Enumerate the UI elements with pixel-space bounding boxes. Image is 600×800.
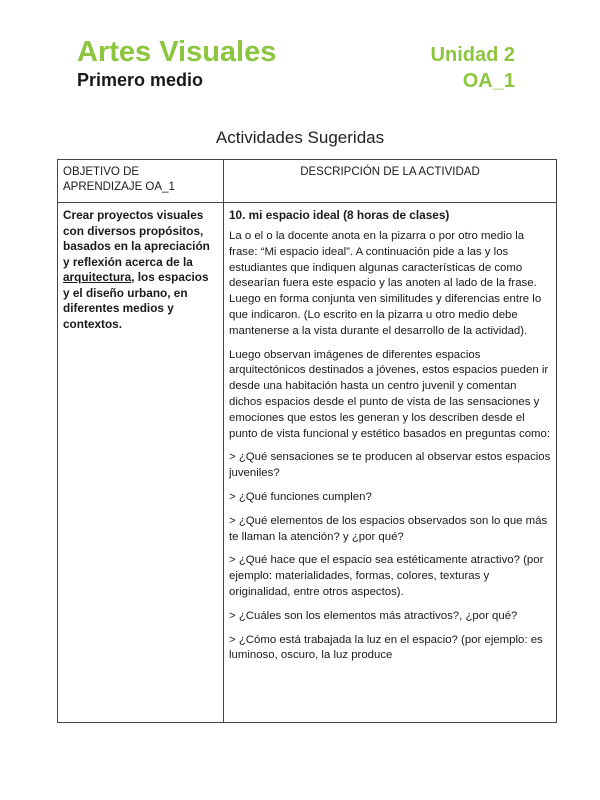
table-row	[58, 203, 557, 723]
question-item: > ¿Cómo está trabajada la luz en el espacio? (por ejemplo: es luminoso, oscuro, la luz produce	[229, 633, 543, 662]
document-header	[77, 36, 517, 91]
section-title: Actividades Sugeridas	[215, 128, 385, 147]
activities-table	[57, 159, 557, 723]
oa-label: OA_1	[462, 70, 515, 92]
question-item: > ¿Qué elementos de los espacios observados son lo que más te llaman la atención? y ¿por qué?	[229, 514, 548, 543]
activity-paragraph: La o el o la docente anota en la pizarra o por otro medio la frase: “Mi espacio ideal”. A continuación pide a las y los estudiantes que indiquen algunas características de como desearían fuera este espacio y las anoten al lado de la frase. Luego en forma conjunta ven similitudes y diferencias entre lo que indicaron. (Lo escrito en la pizarra u otro medio debe mantenerse a la vista durante el desarrollo de la actividad).	[229, 230, 542, 337]
description-column-header: DESCRIPCIÓN DE LA ACTIVIDAD	[224, 160, 557, 203]
objective-column-header: OBJETIVO DE APRENDIZAJE OA_1	[58, 160, 224, 203]
architecture-link[interactable]: arquitectura	[63, 270, 132, 284]
objective-text-end: , los espacios y el diseño urbano, en diferentes medios y contextos.	[63, 270, 209, 331]
grade-subtitle: Primero medio	[77, 70, 204, 90]
question-item: > ¿Qué sensaciones se te producen al observar estos espacios juveniles?	[229, 451, 551, 480]
question-item: > ¿Cuáles son los elementos más atractivos?, ¿por qué?	[229, 609, 518, 622]
activity-paragraph: Luego observan imágenes de diferentes espacios arquitectónicos destinados a jóvenes, estos espacios pueden ir desde una habitación hasta un centro juvenil y comentan dichos espacios desde el punto de vista de las sensaciones y emociones que estos les generan y los describen desde el punto de vista funcional y estético basados en preguntas como:	[229, 348, 551, 440]
document-title: Artes Visuales	[77, 36, 277, 68]
unit-label: Unidad 2	[430, 44, 515, 66]
question-item: > ¿Qué hace que el espacio sea estéticamente atractivo? (por ejemplo: materialidades, formas, colores, texturas y originalidad, entre otros aspectos).	[229, 554, 544, 598]
question-item: > ¿Qué funciones cumplen?	[229, 490, 372, 503]
description-cell	[224, 203, 557, 723]
objective-cell	[58, 203, 224, 723]
table-header-row	[58, 160, 557, 203]
activity-title: 10. mi espacio ideal (8 horas de clases)	[229, 208, 450, 222]
objective-text: Crear proyectos visuales con diversos propósitos, basados en la apreciación y reflexión acerca de la	[63, 208, 210, 269]
